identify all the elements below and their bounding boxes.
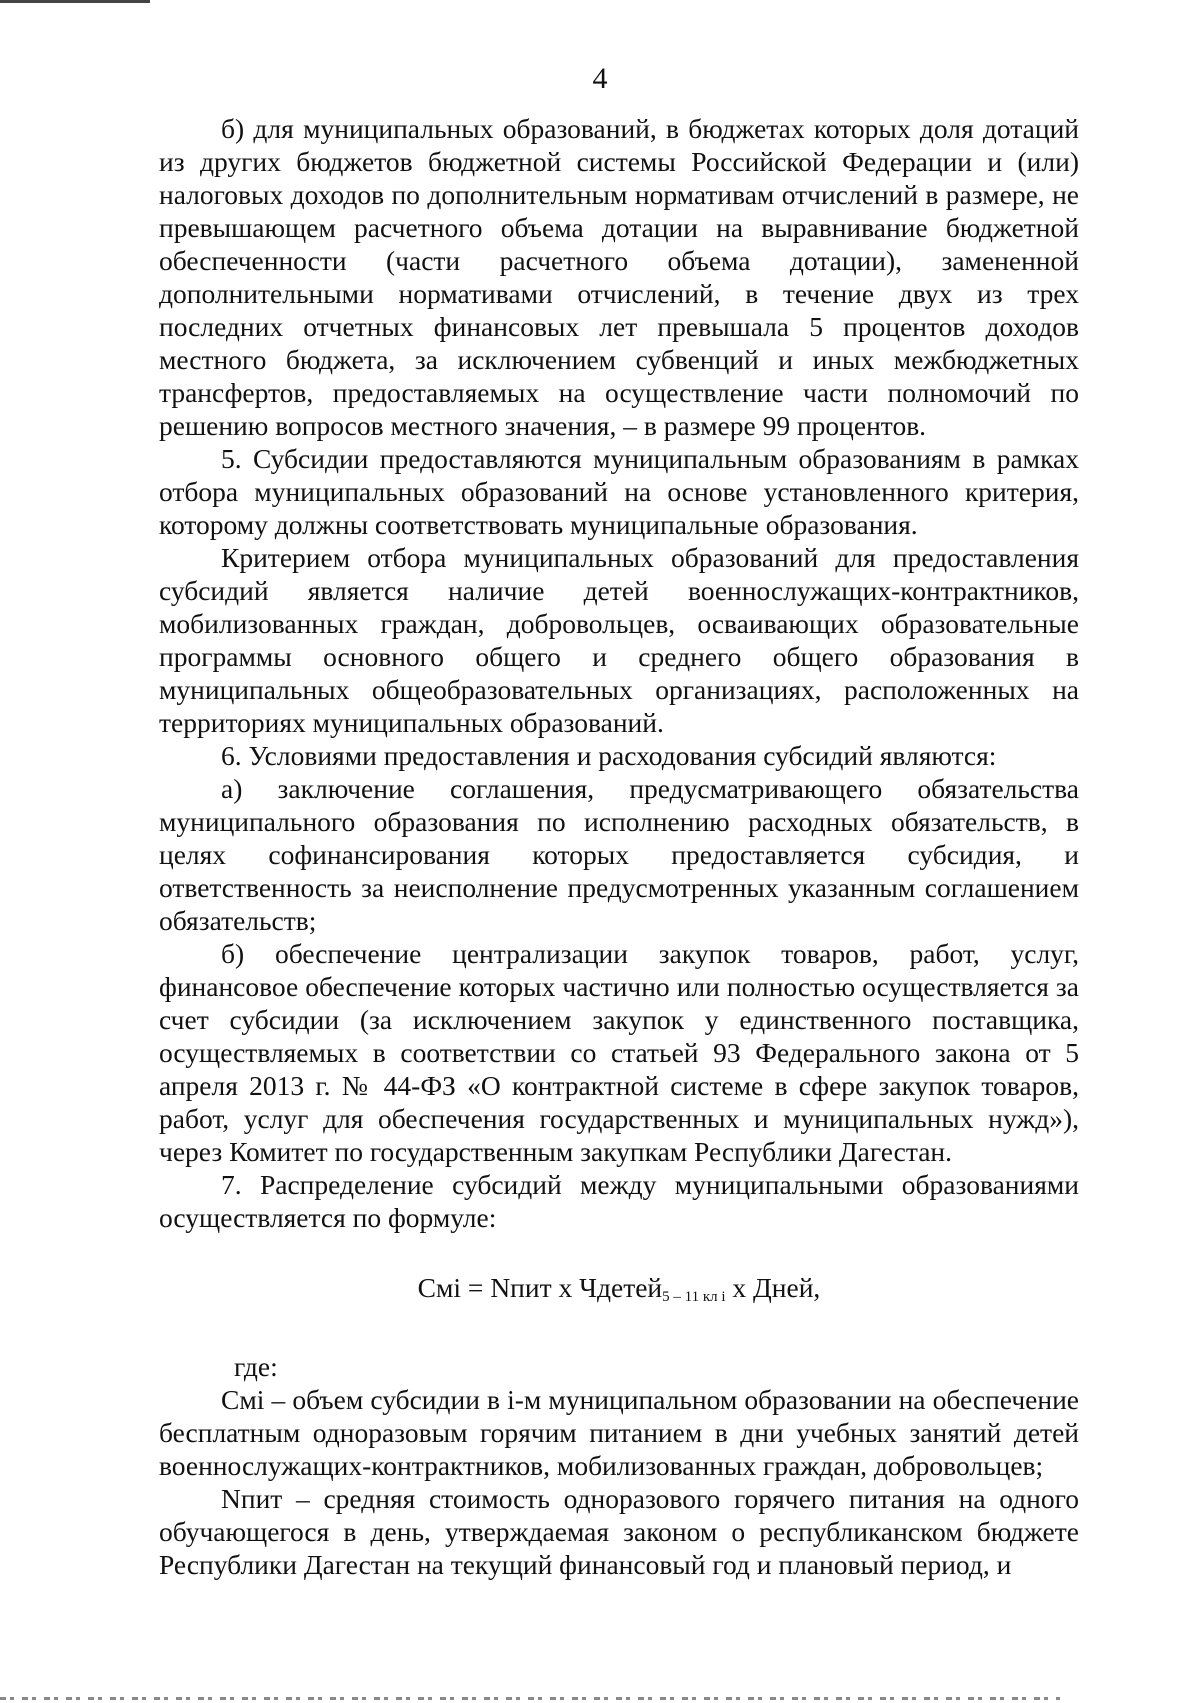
paragraph-6: 6. Условиями предоставления и расходования субсидий являются:: [221, 740, 997, 771]
paragraph-7: 7. Распределение субсидий между муниципальными образованиями осуществляется по формуле:: [159, 1169, 1079, 1233]
formula-main: Cмi = Nпит х Чдетей: [417, 1272, 663, 1303]
definition-npit: Nпит – средняя стоимость одноразового горячего питания на одного обучающегося в день, утверждаемая законом о республиканском бюджете Республики Дагестан на текущий финансовый год и плановый период, и: [159, 1483, 1079, 1580]
definition-cmi: Cмi – объем субсидии в i-м муниципальном образовании на обеспечение бесплатным одноразовым горячим питанием в дни учебных занятий детей военнослужащих-контрактников, мобилизованных граждан, добровольцев;: [159, 1384, 1079, 1481]
paragraph-5: 5. Субсидии предоставляются муниципальным образованиям в рамках отбора муниципальных образований на основе установленного критерия, которому должны соответствовать муниципальные образования.: [159, 443, 1079, 540]
where-label: где:: [234, 1351, 278, 1382]
distribution-formula: [159, 1271, 1079, 1314]
paragraph-6b: б) обеспечение централизации закупок товаров, работ, услуг, финансовое обеспечение которых частично или полностью осуществляется за счет субсидии (за исключением закупок у единственного поставщика, осуществляемых в соответствии со статьей 93 Федерального закона от 5 апреля 2013 г. № 44-ФЗ «О контрактной системе в сфере закупок товаров, работ, услуг для обеспечения государственных и муниципальных нужд»), через Комитет по государственным закупкам Республики Дагестан.: [159, 938, 1079, 1167]
paragraph-4b: б) для муниципальных образований, в бюджетах которых доля дотаций из других бюджетов бюджетной системы Российской Федерации и (или) налоговых доходов по дополнительным нормативам отчислений в размере, не превышающем расчетного объема дотации на выравнивание бюджетной обеспеченности (части расчетного объема дотации), замененной дополнительными нормативами отчислений, в течение двух из трех последних отчетных финансовых лет превышала 5 процентов доходов местного бюджета, за исключением субвенций и иных межбюджетных трансфертов, предоставляемых на осуществление части полномочий по решению вопросов местного значения, – в размере 99 процентов.: [159, 113, 1079, 441]
document-body: [159, 112, 1079, 1581]
paragraph-selection-criterion: Критерием отбора муниципальных образований для предоставления субсидий является наличие детей военнослужащих-контрактников, мобилизованных граждан, добровольцев, осваивающих образовательные программы основного общего и среднего общего образования в муниципальных общеобразовательных организациях, расположенных на территориях муниципальных образований.: [159, 542, 1079, 738]
page-number: 4: [592, 62, 608, 95]
formula-subscript: 5 – 11 кл i: [662, 1289, 726, 1305]
scan-artifact-top: [0, 0, 150, 3]
paragraph-6a: а) заключение соглашения, предусматривающего обязательства муниципального образования по исполнению расходных обязательств, в целях софинансирования которых предоставляется субсидия, и ответственность за неисполнение предусмотренных указанным соглашением обязательств;: [159, 773, 1079, 936]
formula-tail: х Дней,: [725, 1272, 821, 1303]
scan-artifact-bottom: [0, 1697, 1060, 1700]
